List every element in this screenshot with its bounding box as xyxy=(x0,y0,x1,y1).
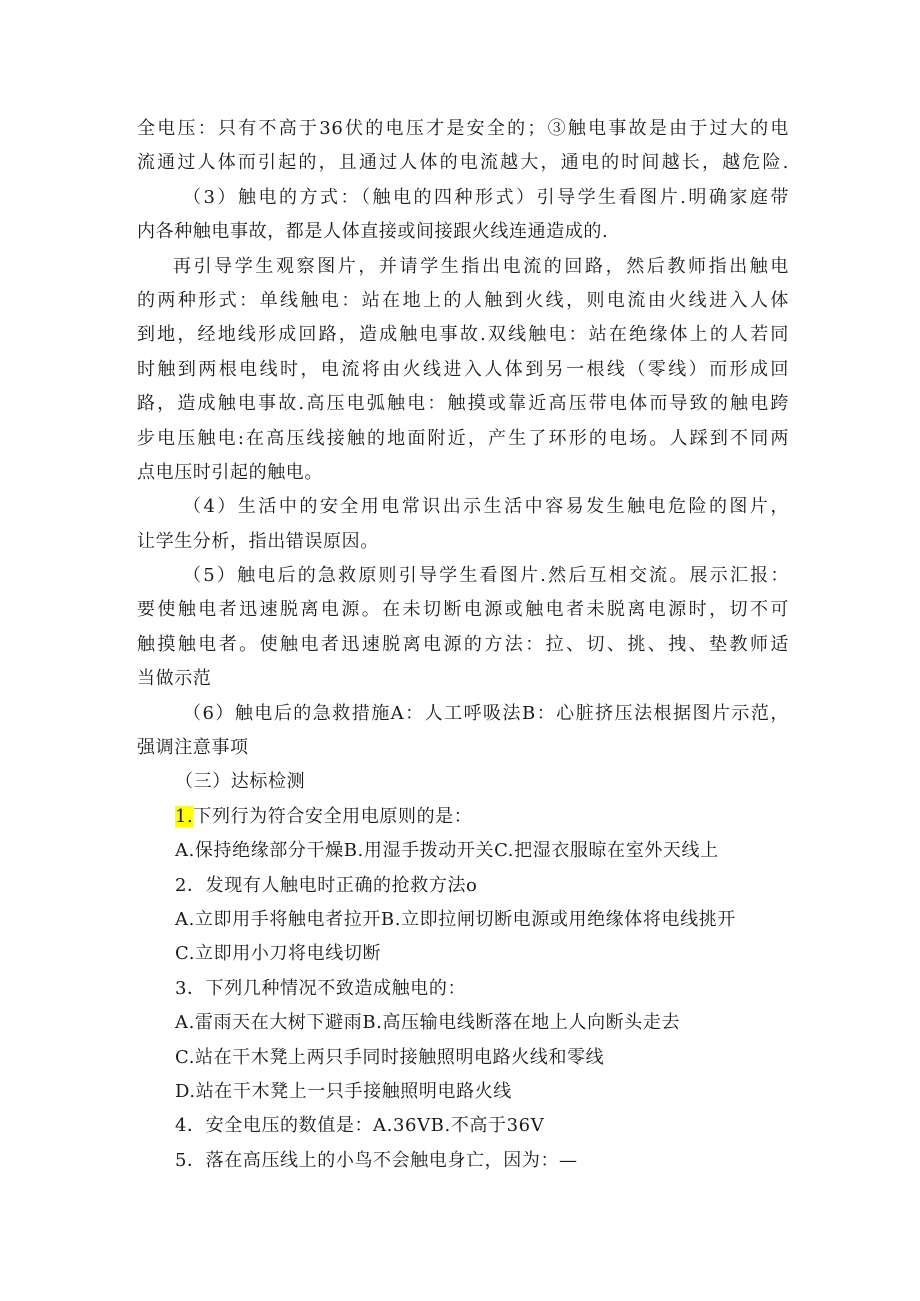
answer-options: C.立即用小刀将电线切断 xyxy=(175,943,382,965)
question-4: 4．安全电压的数值是：A.36VB.不高于36V xyxy=(175,1115,545,1137)
answer-options: A.保持绝缘部分干燥B.用湿手拨动开关C.把湿衣服晾在室外天线上 xyxy=(175,840,719,862)
document-body xyxy=(137,112,789,1178)
paragraph-line: （4）生活中的安全用电常识出示生活中容易发生触电危险的图片， xyxy=(183,496,789,518)
paragraph-line: 路，造成触电事故.高压电弧触电：触摸或靠近高压带电体而导致的触电跨 xyxy=(137,393,789,415)
answer-options: A.雷雨天在大树下避雨B.高压输电线断落在地上人向断头走去 xyxy=(175,1012,681,1034)
paragraph-line: 要使触电者迅速脱离电源。在未切断电源或触电者未脱离电源时，切不可 xyxy=(137,599,789,621)
paragraph-line: 时触到两根电线时，电流将由火线进入人体到另一根线（零线）而形成回 xyxy=(137,358,789,380)
paragraph-line: 步电压触电:在高压线接触的地面附近，产生了环形的电场。人踩到不同两 xyxy=(137,427,789,449)
answer-options: C.站在干木凳上两只手同时接触照明电路火线和零线 xyxy=(175,1046,605,1068)
paragraph-line: 强调注意事项 xyxy=(137,737,249,759)
question-5: 5．落在高压线上的小鸟不会触电身亡，因为：— xyxy=(175,1149,578,1171)
paragraph-line: 当做示范 xyxy=(137,668,212,690)
paragraph-line: 到地，经地线形成回路，造成触电事故.双线触电：站在绝缘体上的人若同 xyxy=(137,324,789,346)
answer-options: D.站在干木凳上一只手接触照明电路火线 xyxy=(175,1080,512,1102)
paragraph-line: 内各种触电事故，都是人体直接或间接跟火线连通造成的. xyxy=(137,221,609,243)
paragraph-line: 让学生分析，指出错误原因。 xyxy=(137,530,379,552)
paragraph-line: 全电压：只有不高于36伏的电压才是安全的；③触电事故是由于过大的电 xyxy=(137,118,789,139)
answer-options: A.立即用手将触电者拉开B.立即拉闸切断电源或用绝缘体将电线挑开 xyxy=(175,908,736,930)
paragraph-line: 触摸触电者。使触电者迅速脱离电源的方法：拉、切、挑、拽、垫教师适 xyxy=(137,633,789,655)
question-1 xyxy=(137,800,789,834)
paragraph-line: 的两种形式：单线触电：站在地上的人触到火线，则电流由火线进入人体 xyxy=(137,289,789,311)
question-2: 2．发现有人触电时正确的抢救方法o xyxy=(175,874,478,896)
question-3: 3．下列几种情况不致造成触电的： xyxy=(175,977,467,999)
paragraph-line: （5）触电后的急救原则引导学生看图片.然后互相交流。展示汇报： xyxy=(183,565,789,587)
paragraph-line: （3）触电的方式：（触电的四种形式）引导学生看图片.明确家庭带 xyxy=(183,186,789,208)
paragraph-line: 流通过人体而引起的，且通过人体的电流越大，通电的时间越长，越危险. xyxy=(137,152,789,174)
question-number-highlight: 1. xyxy=(175,805,194,827)
paragraph-line: 再引导学生观察图片，并请学生指出电流的回路，然后教师指出触电 xyxy=(173,255,789,277)
question-text: 下列行为符合安全用电原则的是： xyxy=(193,805,473,827)
paragraph-line: （6）触电后的急救措施A：人工呼吸法B：心脏挤压法根据图片示范， xyxy=(183,702,789,724)
paragraph-line: 点电压时引起的触电。 xyxy=(137,461,323,483)
section-heading: （三）达标检测 xyxy=(175,771,306,793)
